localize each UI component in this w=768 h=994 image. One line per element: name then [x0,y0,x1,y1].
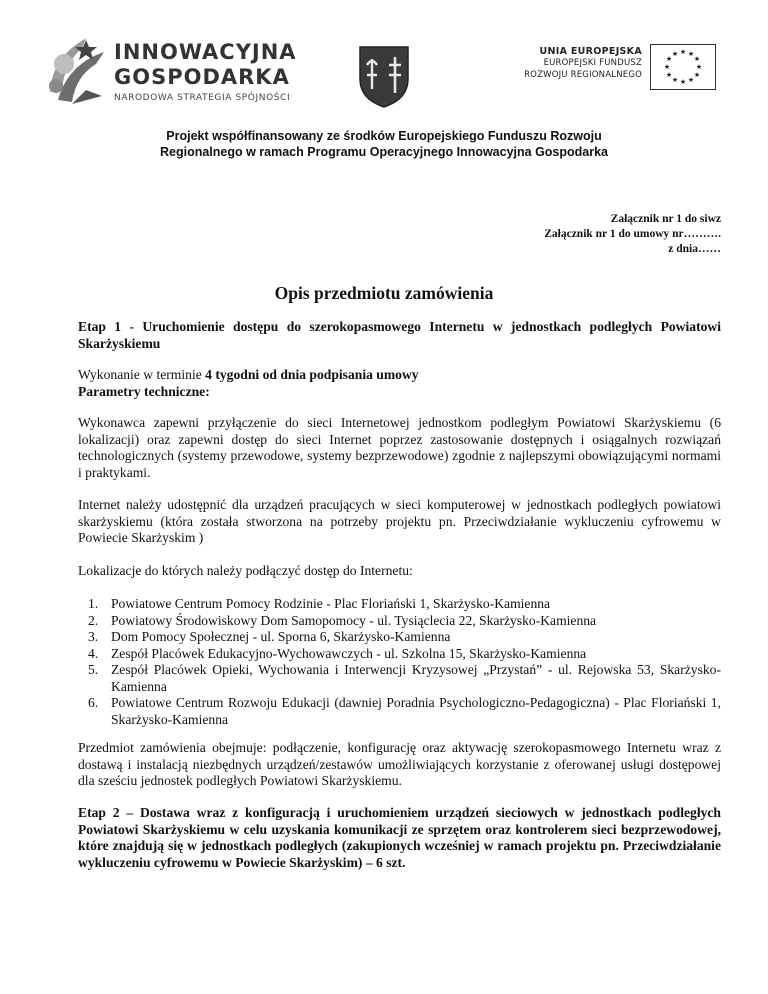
powiat-crest-icon [358,45,410,109]
etap1-term-line [78,367,721,384]
list-item [78,662,721,695]
header [0,0,768,120]
ig-logo-subtitle: NARODOWA STRATEGIA SPÓJNOŚCI [114,93,291,103]
attachment-line3: z dnia…… [668,243,721,255]
attachment-line2: Załącznik nr 1 do umowy nr………. [544,228,721,240]
list-item [78,596,721,613]
list-item-number: 6. [88,695,99,710]
list-item-number: 4. [88,645,99,661]
svg-text:★: ★ [687,76,695,84]
eu-line2: EUROPEJSKI FUNDUSZ [543,58,642,68]
list-item [78,629,721,646]
list-item [78,695,721,728]
list-item-number: 1. [88,596,99,611]
etap1-paragraph-3: Lokalizacje do których należy podłączyć dostęp do Internetu: [78,563,413,578]
ig-logo-line2: GOSPODARKA [114,65,290,89]
etap1-paragraph-2: Internet należy udostępnić dla urządzeń pracujących w sieci komputerowej w jednostkach podległych powiatowi skarżyskiemu (która została stworzona na potrzeby projektu pn. Przeciwdziałanie wykluczeniu cyfrowemu w Powiecie Skarżyskim ) [78,497,721,545]
svg-text:★: ★ [665,55,673,63]
etap1-paragraph-4: Przedmiot zamówienia obejmuje: podłączenie, konfigurację oraz aktywację szerokopasmowego Internetu wraz z dostawą i instalacją niezbędnych urządzeń/zestawów umożliwiających korzystanie z oferowanej usługi dostępowej dla sześciu jednostek podległych Powiatowi Skarżyskiemu. [78,740,721,788]
list-item-text: Powiatowe Centrum Rozwoju Edukacji (dawniej Poradnia Psychologiczno-Pedagogiczna) - Plac Floriański 1, Skarżysko-Kamienna [111,695,721,727]
list-item [78,613,721,630]
svg-text:★: ★ [671,76,679,84]
eu-flag-icon [650,44,716,90]
list-item-text: Dom Pomocy Społecznej - ul. Sporna 6, Skarżysko-Kamienna [111,629,451,644]
svg-text:★: ★ [693,55,701,63]
svg-text:★: ★ [665,71,673,79]
list-item-text: Powiatowe Centrum Pomocy Rodzinie - Plac Floriański 1, Skarżysko-Kamienna [111,596,551,611]
etap1-heading: Etap 1 - Uruchomienie dostępu do szerokopasmowego Internetu w jednostkach podległych Powiatowi Skarżyskiemu [78,319,721,351]
cofinancing-note [0,128,768,160]
eu-line3: ROZWOJU REGIONALNEGO [524,70,642,80]
cofinancing-line1: Projekt współfinansowany ze środków Europejskiego Funduszu Rozwoju [166,129,602,143]
svg-text:★: ★ [671,50,679,58]
etap1-paragraph-1: Wykonawca zapewni przyłączenie do sieci Internetowej jednostkom podległym Powiatowi Skarżyskiemu (6 lokalizacji) oraz zapewni dostęp do sieci Internet poprzez zastosowanie dostępnych i osiągalnych rozwiązań technologicznych (systemy przewodowe, systemy bezprzewodowe) zgodnie z najlepszymi obowiązującymi normami i praktykami. [78,415,721,480]
locations-list [78,596,721,728]
list-item-text: Zespół Placówek Edukacyjno-Wychowawczych - ul. Szkolna 15, Skarżysko-Kamienna [111,645,587,661]
svg-text:★: ★ [693,71,701,79]
etap2-heading: Etap 2 – Dostawa wraz z konfiguracją i uruchomieniem urządzeń sieciowych w jednostkach podległych Powiatowi Skarżyskiemu w celu uzyskania komunikacji ze sprzętem oraz kontrolerem sieci bezprzewodowej, które znajdują się w jednostkach podległych (zakupionych wcześniej w ramach projektu pn. Przeciwdziałanie wykluczeniu cyfrowemu w Powiecie Skarżyskim) – 6 szt. [78,805,721,870]
list-item-text: Powiatowy Środowiskowy Dom Samopomocy - ul. Tysiąclecia 22, Skarżysko-Kamienna [111,612,597,628]
svg-text:★: ★ [679,78,687,86]
cofinancing-line2: Regionalnego w ramach Programu Operacyjnego Innowacyjna Gospodarka [159,145,609,159]
attachment-references [544,212,721,257]
term-bold: 4 tygodni od dnia podpisania umowy [205,367,419,382]
svg-text:★: ★ [679,48,687,56]
document-title: Opis przedmiotu zamówienia [274,283,494,303]
eu-text [490,46,642,81]
list-item-number: 5. [88,662,99,677]
svg-text:★: ★ [663,63,671,71]
list-item-number: 2. [88,612,99,628]
term-prefix: Wykonanie w terminie [78,367,206,382]
innowacyjna-gospodarka-logo-icon [42,30,112,110]
ig-logo-line1: INNOWACYJNA [114,40,297,64]
list-item-text: Zespół Placówek Opieki, Wychowania i Interwencji Kryzysowej „Przystań” - ul. Rejowska 53, Skarżysko-Kamienna [111,662,721,694]
svg-text:★: ★ [687,50,695,58]
innowacyjna-gospodarka-logo [42,30,302,110]
svg-text:★: ★ [695,63,703,71]
list-item [78,646,721,663]
technical-parameters-label: Parametry techniczne: [78,383,210,399]
eu-line1: UNIA EUROPEJSKA [539,46,642,57]
list-item-number: 3. [88,629,99,644]
attachment-line1: Załącznik nr 1 do siwz [610,213,721,225]
etap1-term [78,367,721,400]
